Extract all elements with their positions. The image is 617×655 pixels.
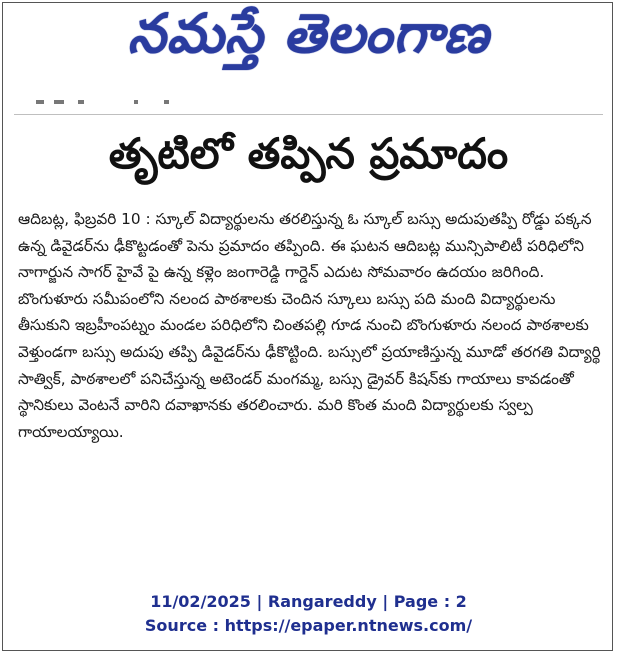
masthead xyxy=(0,0,617,80)
clipped-text-strip xyxy=(14,100,603,106)
article-headline: తృటిలో తప్పిన ప్రమాదం xyxy=(108,129,509,178)
footer-source-line: Source : https://epaper.ntnews.com/ xyxy=(144,616,473,635)
divider xyxy=(14,114,603,115)
footer-date-line: 11/02/2025 | Rangareddy | Page : 2 xyxy=(150,592,467,611)
newspaper-logo: నమస్తే తెలంగాణ xyxy=(127,2,490,65)
article-paragraph: ఆదిబట్ల, ఫిబ్రవరి 10 : స్కూల్ విద్యార్థులను తరలిస్తున్న ఓ స్కూల్ బస్సు అదుపుతప్పి రోడ్డు పక్కన ఉన్న డివైడర్‌ను ఢీకొట్టడంతో పెను ప్రమాదం తప్పింది. ఈ ఘటన ఆదిబట్ల మున్సిపాలిటీ పరిధిలోని నాగార్జున సాగర్ హైవే పై ఉన్న కళ్లెం జంగారెడ్డి గార్డెన్ ఎదుట సోమవారం ఉదయం జరిగింది. బొంగుళూరు సమీపంలోని నలంద పాఠశాలకు చెందిన స్కూలు బస్సు పది మంది విద్యార్థులను తీసుకుని ఇబ్రహీంపట్నం మండల పరిధిలోని చింతపల్లి గూడ నుంచి బొంగుళూరు నలంద పాఠశాలకు వెళ్తుండగా బస్సు అదుపు తప్పి డివైడర్‌ను ఢీకొట్టింది. బస్సులో ప్రయాణిస్తున్న మూడో తరగతి విద్యార్థి సాత్విక్, పాఠశాలలో పనిచేస్తున్న అటెండర్ మంగమ్మ, బస్సు డ్రైవర్ కిషన్‌కు గాయాలు కావడంతో స్థానికులు వెంటనే వారిని దవాఖానకు తరలించారు. మరి కొంత మంది విద్యార్థులకు స్వల్ప గాయాలయ్యాయి. xyxy=(18,210,601,441)
article-body xyxy=(18,206,604,445)
